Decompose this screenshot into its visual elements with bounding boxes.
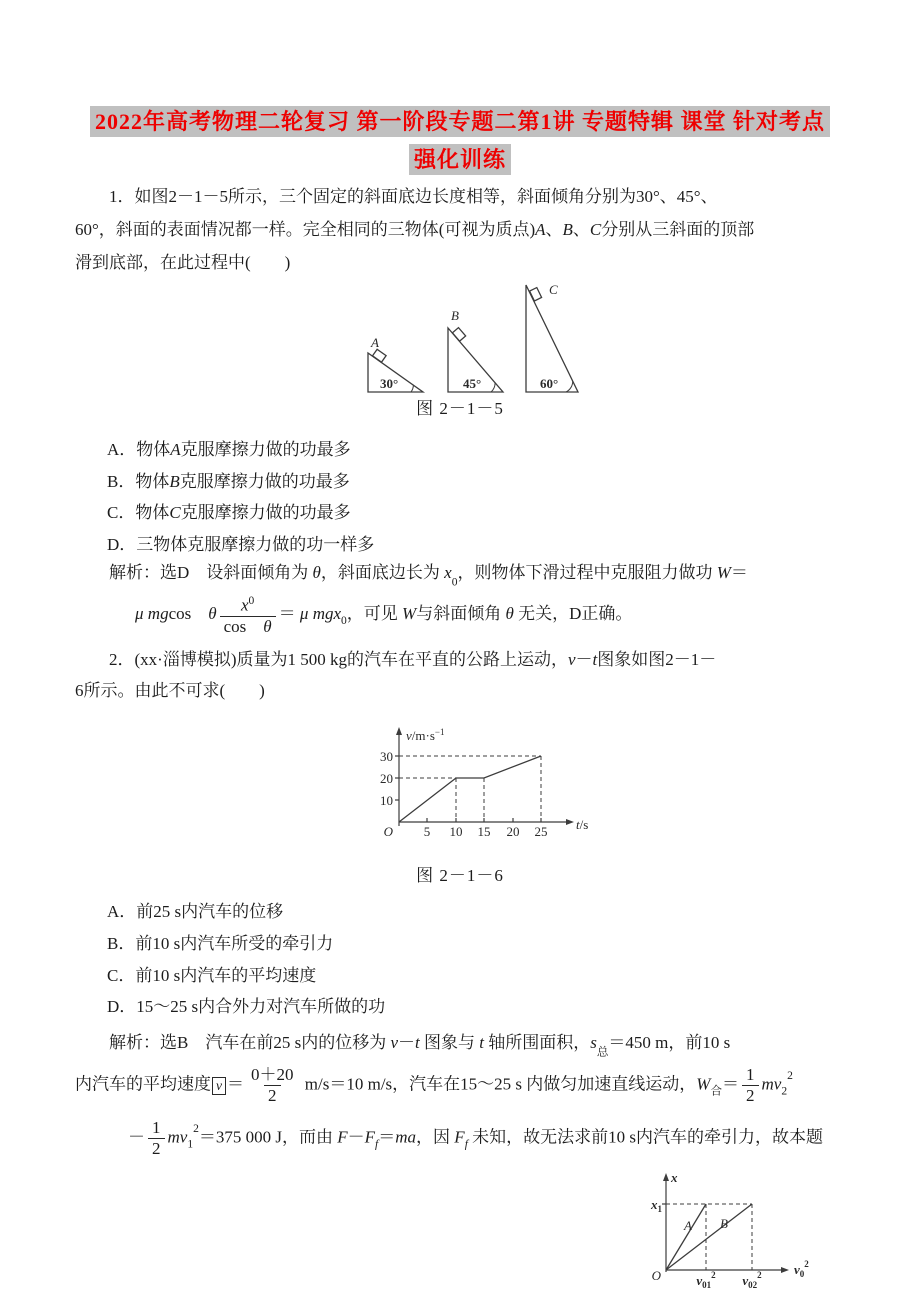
question-2-line-1: 2．(xx·淄博模拟)质量为1 500 kg的汽车在平直的公路上运动，v－t图象如图2－1－ — [109, 650, 717, 669]
line-A — [666, 1204, 706, 1270]
velocity-curve — [399, 756, 541, 822]
line-label-A: A — [684, 1218, 692, 1233]
origin-label: O — [383, 824, 393, 839]
question-1-line-3: 滑到底部，在此过程中( ) — [75, 253, 291, 272]
xtick-v01sq: $v_{01}^2$ — [696, 1270, 716, 1290]
xtick-v02sq: $v_{02}^2$ — [742, 1270, 762, 1290]
ytick-30: 30 — [380, 749, 393, 764]
y-axis-label: $v/m\cdot s^{-1}$ — [406, 727, 445, 743]
block-C — [530, 288, 542, 301]
figure-1-caption: 图 2－1－5 — [416, 399, 504, 418]
page-title-line2 — [0, 142, 920, 178]
x-axis-label: $v_0^2$ — [794, 1259, 809, 1279]
analysis-2-line-1 — [75, 1026, 847, 1068]
analysis-1-line-1 — [75, 556, 847, 598]
ytick-x1: $x_1$ — [651, 1197, 662, 1214]
question-1-options — [107, 434, 847, 560]
angle-label-30: 30° — [380, 376, 399, 391]
y-axis-arrow — [396, 727, 402, 735]
x-axis-arrow — [566, 819, 574, 825]
question-1 — [75, 180, 847, 279]
question-2 — [75, 644, 847, 706]
question-1-line-1: 1．如图2－1－5所示，三个固定的斜面底边长度相等，斜面倾角分别为30°、45°、 — [109, 187, 718, 206]
analysis-2-formula-line-1: 内汽车的平均速度 v ＝ $\frac{0+20}{2}$ m/s＝10 m/s，汽车在15～25 s 内做匀加速直线运动，$W_合=$ $\frac{1}{2}$ $mv_2^2$ — [75, 1065, 793, 1106]
option-1A: A．物体A克服摩擦力做的功最多 — [107, 440, 351, 459]
block-A — [373, 349, 387, 362]
xtick-5: 5 — [423, 824, 431, 839]
option-2A: A．前25 s内汽车的位移 — [107, 902, 284, 921]
fraction: $\frac{0+20}{2}$ — [251, 1065, 294, 1106]
question-1-line-2: 60°，斜面的表面情况都一样。完全相同的三物体(可视为质点)A、B、C分别从三斜面的顶部 — [75, 220, 755, 239]
line-label-B: B — [720, 1216, 728, 1231]
block-label-C: C — [549, 282, 558, 297]
incline-figure — [355, 276, 600, 398]
x-axis-arrow — [781, 1267, 789, 1273]
analysis-1-text: 解析：选D 设斜面倾角为 θ，斜面底边长为 $x_0$，则物体下滑过程中克服阻力做功 W＝ — [109, 563, 748, 589]
y-axis-label: x — [671, 1170, 678, 1185]
question-2-line-2: 6所示。由此不可求( ) — [75, 681, 265, 700]
origin-label: O — [651, 1268, 661, 1283]
option-2C: C．前10 s内汽车的平均速度 — [107, 965, 317, 985]
ytick-10: 10 — [380, 793, 393, 808]
xtick-20: 20 — [506, 824, 520, 839]
line-B — [666, 1204, 752, 1270]
xtick-10: 10 — [449, 824, 463, 839]
xtick-25: 25 — [534, 824, 548, 839]
block-label-B: B — [451, 308, 459, 323]
analysis-2-formula-line-2: － $\frac{1}{2}$ $mv_1^2=375$ 000 J，而由 $F-F_f=ma$，因 $F_f$ 未知，故无法求前10 s内汽车的牵引力，故本题 — [128, 1118, 824, 1159]
block-B — [452, 328, 465, 342]
block-label-A: A — [371, 335, 379, 350]
analysis-2-text: 解析：选B 汽车在前25 s内的位移为 v－t 图象与 t 轴所围面积，$s_总=450$ m，前10 s — [109, 1033, 731, 1059]
vt-graph — [373, 718, 623, 858]
xtick-15: 15 — [477, 824, 491, 839]
question-2-options — [107, 896, 847, 1023]
title-highlight-1: 2022年高考物理二轮复习 第一阶段专题二第1讲 专题特辑 课堂 针对考点 — [90, 106, 830, 137]
option-2B: B．前10 s内汽车所受的牵引力 — [107, 933, 334, 953]
fraction: $\frac{x^0}{\text{cos θ}}$ — [220, 594, 276, 637]
angle-label-60: 60° — [540, 376, 559, 391]
option-2D: D．15～25 s内合外力对汽车所做的功 — [107, 997, 386, 1017]
fraction: $\frac{1}{2}$ — [148, 1118, 165, 1159]
fraction: $\frac{1}{2}$ — [742, 1065, 759, 1106]
figure-2-caption: 图 2－1－6 — [416, 866, 504, 885]
option-1D: D．三物体克服摩擦力做的功一样多 — [107, 534, 375, 554]
angle-label-45: 45° — [463, 376, 482, 391]
title-highlight-2: 强化训练 — [409, 144, 511, 175]
page-title-line1 — [0, 104, 920, 140]
ytick-20: 20 — [380, 771, 393, 786]
option-1B: B．物体B克服摩擦力做的功最多 — [107, 471, 350, 491]
x-v0squared-graph — [648, 1166, 823, 1302]
option-1C: C．物体C克服摩擦力做的功最多 — [107, 503, 351, 523]
analysis-1-formula-line: μ mgcos θ $\frac{x^0}{\text{cos θ}}$ ＝ μ mgx$_0$，可见 W与斜面倾角 θ 无关，D正确。 — [135, 594, 633, 636]
x-axis-label: t/s — [576, 817, 589, 832]
y-axis-arrow — [663, 1173, 669, 1181]
